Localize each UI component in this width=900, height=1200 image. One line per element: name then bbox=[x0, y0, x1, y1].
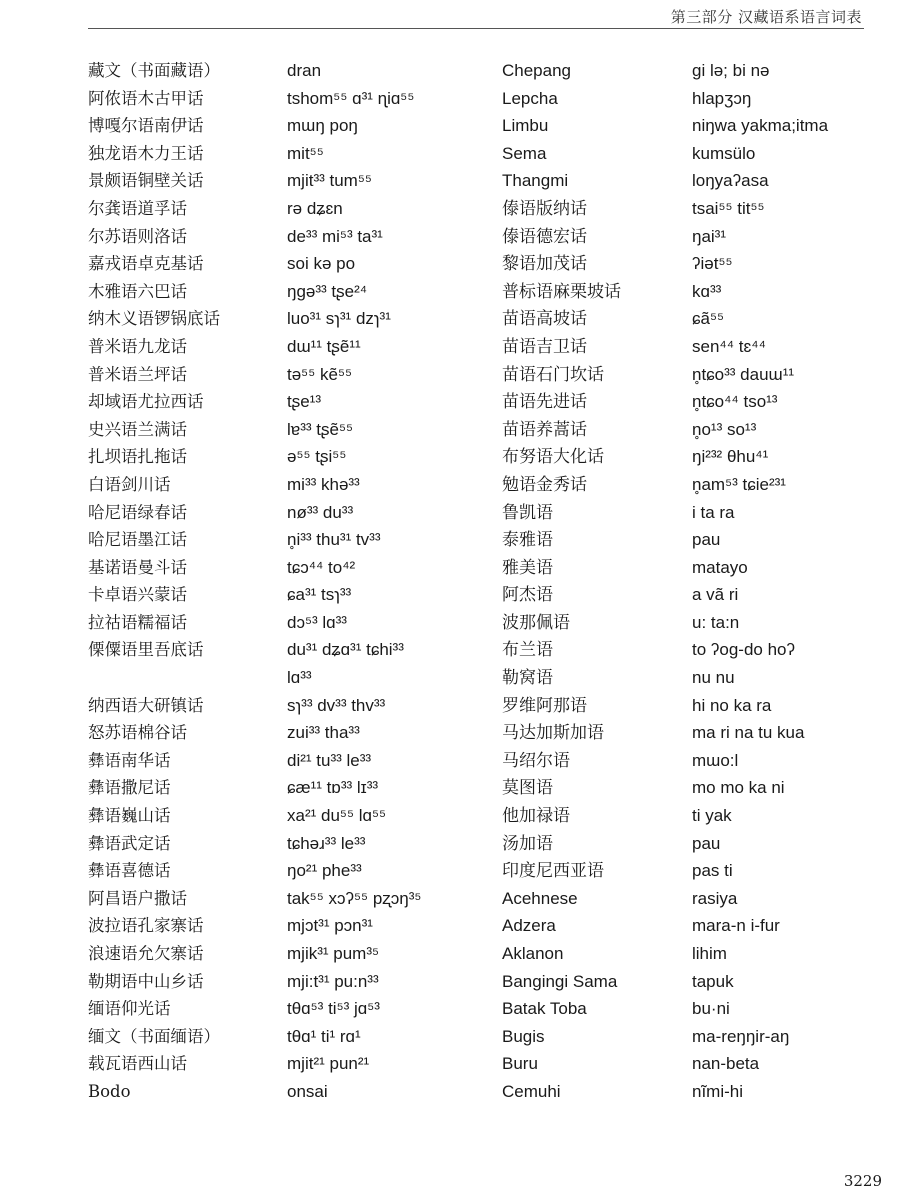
col2-cell: ə⁵⁵ tʂi⁵⁵ bbox=[287, 447, 347, 467]
col2-cell: tʂe¹³ bbox=[287, 392, 321, 412]
col1-cell: 景颇语铜壁关话 bbox=[88, 171, 204, 191]
col1-cell: 基诺语曼斗话 bbox=[88, 557, 187, 577]
col2-cell: n̥i³³ thu³¹ tv³³ bbox=[287, 530, 381, 550]
col3-cell: 汤加语 bbox=[502, 833, 553, 853]
col3-cell: 莫图语 bbox=[502, 778, 553, 798]
col1-cell bbox=[88, 664, 284, 692]
col4-cell: ɕã⁵⁵ bbox=[692, 309, 725, 329]
col4-cell: pas ti bbox=[692, 861, 733, 881]
col2-cell: tɕhəɹ³³ le³³ bbox=[287, 833, 366, 853]
col4-cell: hlapʒɔŋ bbox=[692, 88, 752, 108]
col3-cell: Lepcha bbox=[502, 88, 558, 108]
col3-cell: 鲁凯语 bbox=[502, 502, 553, 522]
col3-cell: 傣语德宏话 bbox=[502, 226, 587, 246]
col1-cell: 哈尼语墨江话 bbox=[88, 530, 187, 550]
column-form-1 bbox=[287, 57, 502, 1106]
col1-cell: 彝语喜德话 bbox=[88, 861, 171, 881]
header-title: 第三部分 汉藏语系语言词表 bbox=[670, 8, 862, 26]
col4-cell: hi no ka ra bbox=[692, 695, 772, 715]
col2-cell: tə⁵⁵ kẽ⁵⁵ bbox=[287, 364, 353, 384]
col3-cell: 勒窝语 bbox=[502, 668, 553, 688]
col4-cell: ŋi²³² θhu⁴¹ bbox=[692, 447, 769, 467]
col2-cell: onsai bbox=[287, 1081, 328, 1101]
col2-cell: lɐ³³ tʂẽ⁵⁵ bbox=[287, 419, 354, 439]
col2-cell: ŋgə³³ tʂe²⁴ bbox=[287, 281, 368, 301]
header-rule bbox=[88, 28, 864, 29]
col3-cell: Bugis bbox=[502, 1026, 545, 1046]
col4-cell: a vã ri bbox=[692, 585, 739, 605]
col4-cell: rasiya bbox=[692, 888, 738, 908]
col4-cell: tapuk bbox=[692, 971, 734, 991]
col1-cell: 彝语武定话 bbox=[88, 833, 171, 853]
col4-cell: mɯo:l bbox=[692, 750, 739, 770]
col3-cell: 布兰语 bbox=[502, 640, 553, 660]
col3-cell: 罗维阿那语 bbox=[502, 695, 587, 715]
col1-cell: 尔苏语则洛话 bbox=[88, 226, 187, 246]
col2-cell: mjit³³ tum⁵⁵ bbox=[287, 171, 372, 191]
column-language-2 bbox=[502, 57, 692, 1106]
col3-cell: 印度尼西亚语 bbox=[502, 861, 604, 881]
col3-cell: 苗语石门坎话 bbox=[502, 364, 604, 384]
col1-cell: 尔龚语道孚话 bbox=[88, 198, 187, 218]
col4-cell: nĩmi-hi bbox=[692, 1081, 744, 1101]
col4-cell: tsai⁵⁵ tit⁵⁵ bbox=[692, 198, 765, 218]
col2-cell: mjik³¹ pum³⁵ bbox=[287, 944, 380, 963]
col1-cell: 浪速语允欠寨话 bbox=[88, 944, 204, 963]
col3-cell: 苗语高坡话 bbox=[502, 309, 587, 329]
col2-cell: dran bbox=[287, 61, 322, 80]
col1-cell: 缅文（书面缅语） bbox=[88, 1026, 220, 1046]
col1-cell: 卡卓语兴蒙话 bbox=[88, 585, 187, 605]
col1-cell: Bodo bbox=[88, 1081, 131, 1101]
col2-cell: luo³¹ sɿ³¹ dzɿ³¹ bbox=[287, 309, 391, 329]
col1-cell: 普米语九龙话 bbox=[88, 336, 187, 356]
col4-cell: nan-beta bbox=[692, 1054, 760, 1074]
col2-cell: di²¹ tu³³ le³³ bbox=[287, 750, 372, 770]
col3-cell: Limbu bbox=[502, 116, 549, 136]
col3-cell: 泰雅语 bbox=[502, 530, 553, 550]
col2-cell: tɕɔ⁴⁴ to⁴² bbox=[287, 557, 356, 577]
col1-cell: 白语剑川话 bbox=[88, 474, 171, 494]
col1-cell: 博嘎尔语南伊话 bbox=[88, 116, 204, 136]
col2-cell: tak⁵⁵ xɔʔ⁵⁵ pʐɔŋ³⁵ bbox=[287, 888, 422, 908]
col3-cell: Aklanon bbox=[502, 944, 564, 963]
col4-cell: nu nu bbox=[692, 668, 735, 688]
col3-cell: 苗语吉卫话 bbox=[502, 336, 587, 356]
col4-cell: n̥tɕo³³ dauɯ¹¹ bbox=[692, 364, 795, 384]
col2-cell: zui³³ tha³³ bbox=[287, 723, 360, 743]
col1-cell: 普米语兰坪话 bbox=[88, 364, 187, 384]
col1-cell: 彝语南华话 bbox=[88, 750, 171, 770]
col2-cell: xa²¹ du⁵⁵ lɑ⁵⁵ bbox=[287, 806, 387, 826]
col2-cell: ɕæ¹¹ tɒ³³ lɪ³³ bbox=[287, 778, 379, 798]
col4-cell: loŋyaʔasa bbox=[692, 171, 769, 191]
col1-cell: 却域语尤拉西话 bbox=[88, 392, 204, 412]
col3-cell: 勉语金秀话 bbox=[502, 474, 587, 494]
col2-cell: mji:t³¹ pu:n³³ bbox=[287, 971, 379, 991]
col1-cell: 纳西语大研镇话 bbox=[88, 695, 204, 715]
col3-cell: Sema bbox=[502, 143, 547, 163]
col2-cell: sɿ³³ dv³³ thv³³ bbox=[287, 695, 386, 715]
col1-cell: 拉祜语糯福话 bbox=[88, 612, 187, 632]
col1-cell: 勒期语中山乡话 bbox=[88, 971, 204, 991]
col4-cell: to ʔog-do hoʔ bbox=[692, 640, 796, 660]
col2-cell: du³¹ dʑɑ³¹ tɕhi³³ bbox=[287, 640, 404, 660]
col3-cell: Buru bbox=[502, 1054, 538, 1074]
col2-cell: lɑ³³ bbox=[287, 668, 312, 688]
col4-cell: ma-reŋŋir-aŋ bbox=[692, 1026, 790, 1046]
col2-cell: mɯŋ poŋ bbox=[287, 116, 358, 136]
col3-cell: Acehnese bbox=[502, 888, 578, 908]
col4-cell: lihim bbox=[692, 944, 727, 963]
col2-cell: tshom⁵⁵ ɑ³¹ ɳiɑ⁵⁵ bbox=[287, 88, 415, 108]
col1-cell: 载瓦语西山话 bbox=[88, 1054, 187, 1074]
col4-cell: mo mo ka ni bbox=[692, 778, 785, 798]
col2-cell: rə dʑɛn bbox=[287, 198, 343, 218]
col1-cell: 扎坝语扎拖话 bbox=[88, 447, 187, 467]
col1-cell: 木雅语六巴话 bbox=[88, 281, 187, 301]
col3-cell: Batak Toba bbox=[502, 999, 587, 1019]
col3-cell: 雅美语 bbox=[502, 557, 553, 577]
col3-cell: 苗语先进话 bbox=[502, 392, 587, 412]
col1-cell: 独龙语木力王话 bbox=[88, 143, 204, 163]
col4-cell: ŋai³¹ bbox=[692, 226, 727, 246]
col4-cell: i ta ra bbox=[692, 502, 735, 522]
col1-cell: 彝语撒尼话 bbox=[88, 778, 171, 798]
col4-cell: u: ta:n bbox=[692, 612, 740, 632]
page-number: 3229 bbox=[843, 1172, 882, 1190]
col4-cell: pau bbox=[692, 833, 721, 853]
col1-cell: 藏文（书面藏语） bbox=[88, 61, 220, 80]
col2-cell: soi kə po bbox=[287, 254, 356, 274]
col1-cell: 怒苏语棉谷话 bbox=[88, 723, 187, 743]
col4-cell: n̥tɕo⁴⁴ tso¹³ bbox=[692, 392, 778, 412]
col2-cell: ŋo²¹ phe³³ bbox=[287, 861, 362, 881]
col2-cell: mjɔt³¹ pɔn³¹ bbox=[287, 916, 373, 936]
col3-cell: 苗语养蒿话 bbox=[502, 419, 587, 439]
col3-cell: Adzera bbox=[502, 916, 556, 936]
col2-cell: dɯ¹¹ tʂẽ¹¹ bbox=[287, 336, 361, 356]
col3-cell: 他加禄语 bbox=[502, 806, 570, 826]
col2-cell: mi³³ khə³³ bbox=[287, 474, 360, 494]
col4-cell: bu·ni bbox=[692, 999, 730, 1019]
col4-cell: mara-n i-fur bbox=[692, 916, 780, 936]
col1-cell: 彝语巍山话 bbox=[88, 806, 171, 826]
col1-cell: 史兴语兰满话 bbox=[88, 419, 187, 439]
col1-cell: 傈僳语里吾底话 bbox=[88, 640, 204, 660]
col2-cell: de³³ mi⁵³ ta³¹ bbox=[287, 226, 383, 246]
column-language-1 bbox=[88, 57, 284, 1106]
col4-cell: n̥am⁵³ tɕie²³¹ bbox=[692, 474, 786, 494]
col3-cell: Bangingi Sama bbox=[502, 971, 618, 991]
col2-cell: nø³³ du³³ bbox=[287, 502, 354, 522]
col4-cell: matayo bbox=[692, 557, 748, 577]
running-header bbox=[0, 0, 900, 32]
col2-cell: tθɑ⁵³ ti⁵³ jɑ⁵³ bbox=[287, 999, 380, 1019]
col1-cell: 阿侬语木古甲话 bbox=[88, 88, 204, 108]
col3-cell: 马绍尔语 bbox=[502, 750, 570, 770]
col3-cell: 阿杰语 bbox=[502, 585, 553, 605]
col2-cell: mjit²¹ pun²¹ bbox=[287, 1054, 370, 1074]
col3-cell: Chepang bbox=[502, 61, 572, 80]
col1-cell: 纳木义语锣锅底话 bbox=[88, 309, 220, 329]
col2-cell: ɕa³¹ tsɿ³³ bbox=[287, 585, 352, 605]
col1-cell: 嘉戎语卓克基话 bbox=[88, 254, 204, 274]
col3-cell: Thangmi bbox=[502, 171, 569, 191]
col1-cell: 缅语仰光话 bbox=[88, 999, 171, 1019]
col4-cell: ti yak bbox=[692, 806, 732, 826]
col4-cell: pau bbox=[692, 530, 721, 550]
col2-cell: tθɑ¹ ti¹ rɑ¹ bbox=[287, 1026, 361, 1046]
col3-cell: Cemuhi bbox=[502, 1081, 561, 1101]
col4-cell: niŋwa yakma;itma bbox=[692, 116, 829, 136]
col3-cell: 波那佩语 bbox=[502, 612, 570, 632]
col1-cell: 哈尼语绿春话 bbox=[88, 502, 187, 522]
col4-cell: ʔiət⁵⁵ bbox=[692, 254, 733, 274]
col1-cell: 阿昌语户撒话 bbox=[88, 888, 187, 908]
col3-cell: 马达加斯加语 bbox=[502, 723, 604, 743]
col2-cell: mit⁵⁵ bbox=[287, 143, 324, 163]
col3-cell: 普标语麻栗坡话 bbox=[502, 281, 621, 301]
col1-cell: 波拉语孔家寨话 bbox=[88, 916, 204, 936]
col4-cell: gi lə; bi nə bbox=[692, 61, 770, 80]
col3-cell: 黎语加茂话 bbox=[502, 254, 587, 274]
col4-cell: sen⁴⁴ tɛ⁴⁴ bbox=[692, 336, 766, 356]
col4-cell: n̥o¹³ so¹³ bbox=[692, 419, 757, 439]
col2-cell: dɔ⁵³ lɑ³³ bbox=[287, 612, 347, 632]
col3-cell: 布努语大化话 bbox=[502, 447, 604, 467]
col4-cell: ma ri na tu kua bbox=[692, 723, 805, 743]
column-form-2 bbox=[692, 57, 882, 1106]
col4-cell: kɑ³³ bbox=[692, 281, 722, 301]
col3-cell: 傣语版纳话 bbox=[502, 198, 587, 218]
col4-cell: kumsülo bbox=[692, 143, 756, 163]
